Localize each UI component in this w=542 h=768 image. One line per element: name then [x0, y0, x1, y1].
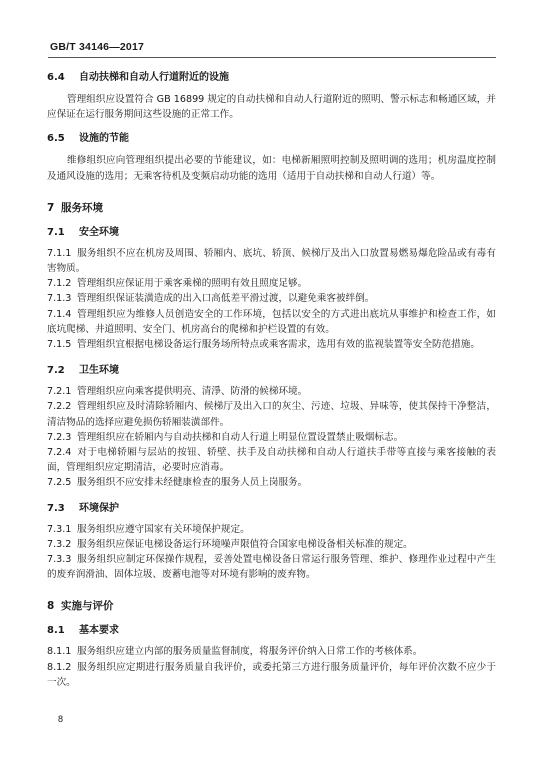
clause-number: 7.1.4 — [47, 308, 72, 320]
clause-7-3-3 — [47, 552, 496, 582]
standard-id: GB/T 34146—2017 — [50, 41, 145, 53]
clause-number: 7.1.3 — [47, 293, 72, 305]
heading-number: 7.2 — [47, 365, 65, 377]
clause-text: 管理组织应保证用于乘客乘梯的照明有效且照度足够。 — [77, 278, 308, 290]
clause-text: 管理组织宜根据电梯设备运行服务场所特点或乘客需求，选用有效的监视装置等安全防范措施。 — [77, 339, 480, 351]
heading-title: 自动扶梯和自动人行道附近的设施 — [79, 72, 229, 83]
clause-7-3-2 — [47, 537, 496, 552]
heading-number: 7.3 — [47, 502, 65, 514]
heading-title: 设施的节能 — [79, 133, 129, 145]
clause-8-1-1 — [47, 644, 496, 659]
heading-6-4 — [47, 70, 496, 86]
clause-number: 7.2.2 — [47, 401, 72, 413]
clause-number: 7.1.2 — [47, 278, 72, 290]
heading-number: 7 — [47, 201, 55, 214]
clause-text: 服务组织应保证电梯设备运行环境噪声限值符合国家电梯设备相关标准的规定。 — [77, 538, 413, 550]
heading-title: 环境保护 — [79, 502, 119, 514]
clause-text: 对于电梯轿厢与层站的按钮、轿壁、扶手及自动扶梯和自动人行道扶手带等直接与乘客接触的表面，管理组织应定期清洁，必要时应消毒。 — [47, 447, 496, 474]
page-number: 8 — [58, 714, 64, 724]
heading-number: 8.1 — [47, 625, 65, 637]
heading-title: 基本要求 — [79, 625, 119, 637]
clause-number: 7.1.1 — [47, 247, 72, 259]
clauses-8-1 — [47, 644, 496, 690]
clause-text: 管理组织应为维修人员创造安全的工作环境，包括以安全的方式进出底坑从事维护和检查工作，如底坑爬梯、井道照明、安全门、机房高台的爬梯和护栏设置的有效。 — [47, 308, 496, 335]
heading-title: 卫生环境 — [79, 365, 119, 377]
heading-7-1 — [47, 225, 496, 241]
clauses-7-1 — [47, 246, 496, 352]
heading-7-2 — [47, 363, 496, 379]
heading-7-3 — [47, 501, 496, 517]
clause-text: 服务组织应制定环保操作规程，妥善处置电梯设备日常运行服务管理、维护、修理作业过程中产生的废弃润滑油、固体垃圾、废蓄电池等对环境有影响的废弃物。 — [47, 554, 496, 581]
clause-number: 7.3.1 — [47, 523, 72, 535]
heading-7 — [47, 200, 496, 216]
clause-7-1-3 — [47, 291, 496, 306]
clause-7-2-1 — [47, 384, 496, 399]
clause-text: 管理组织保证装潢造成的出入口高低差平滑过渡，以避免乘客被绊倒。 — [77, 293, 375, 305]
header-rule — [48, 57, 496, 58]
clause-number: 7.2.1 — [47, 386, 72, 398]
clause-number: 7.3.3 — [47, 554, 72, 566]
heading-title: 服务环境 — [61, 201, 103, 214]
clause-7-2-4 — [47, 445, 496, 475]
clause-number: 7.2.3 — [47, 431, 72, 443]
heading-number: 8 — [47, 600, 55, 613]
document-body — [47, 65, 496, 690]
clause-number: 7.3.2 — [47, 538, 72, 550]
clause-text: 管理组织应及时清除轿厢内、候梯厅及出入口的灰尘、污迹、垃圾、异味等，使其保持干净整洁，清洁物品的选择应避免损伤轿厢装潢部件。 — [47, 401, 496, 428]
clause-number: 7.2.5 — [47, 477, 72, 489]
paragraph-6-5: 维修组织应向管理组织提出必要的节能建议，如：电梯新厢照明控制及照明调的选用；机房温度控制及通风设施的选用；无乘客待机及变频启动功能的选用（适用于自动扶梯和自动人行道）等。 — [47, 155, 496, 182]
heading-number: 6.4 — [47, 72, 65, 83]
clause-7-2-2 — [47, 399, 496, 429]
clause-number: 7.1.5 — [47, 339, 72, 351]
clause-7-1-4 — [47, 307, 496, 337]
heading-title: 实施与评价 — [61, 600, 114, 613]
clause-number: 8.1.1 — [47, 646, 72, 658]
clause-number: 8.1.2 — [47, 661, 72, 673]
clause-7-1-1 — [47, 246, 496, 276]
clause-text: 管理组织应向乘客提供明亮、清淨、防滑的候梯环境。 — [77, 386, 308, 398]
clauses-7-3 — [47, 522, 496, 583]
clause-8-1-2 — [47, 660, 496, 690]
clause-7-1-2 — [47, 276, 496, 291]
clause-7-2-3 — [47, 430, 496, 445]
heading-title: 安全环境 — [79, 226, 119, 238]
paragraph-6-4: 管理组织应设置符合 GB 16899 规定的自动扶梯和自动人行道附近的照明、警示标志和畅通区域，并应保证在运行服务期间这些设施的正常工作。 — [47, 94, 496, 121]
heading-8 — [47, 598, 496, 614]
clause-number: 7.2.4 — [47, 447, 72, 459]
heading-number: 7.1 — [47, 226, 65, 238]
clause-7-3-1 — [47, 522, 496, 537]
heading-number: 6.5 — [47, 133, 65, 145]
clause-7-1-5 — [47, 337, 496, 352]
clause-text: 服务组织应遵守国家有关环境保护规定。 — [77, 523, 250, 535]
heading-8-1 — [47, 623, 496, 639]
clauses-7-2 — [47, 384, 496, 490]
clause-text: 服务组织不应在机房及周围、轿厢内、底坑、轿顶、候梯厅及出入口放置易燃易爆危险品或有毒有害物质。 — [47, 247, 496, 275]
clause-7-2-5 — [47, 475, 496, 490]
clause-text: 服务组织应建立内部的服务质量监督制度，将服务评价纳入日常工作的考核体系。 — [77, 646, 423, 658]
clause-text: 管理组织应在轿厢内与自动扶梯和自动人行道上明显位置设置禁止吸烟标志。 — [77, 431, 404, 443]
heading-6-5 — [47, 131, 496, 147]
clause-text: 服务组织不应安排未经健康检查的服务人员上岗服务。 — [77, 477, 308, 489]
clause-text: 服务组织应定期进行服务质量自我评价，或委托第三方进行服务质量评价，每年评价次数不应少于一次。 — [47, 661, 496, 688]
